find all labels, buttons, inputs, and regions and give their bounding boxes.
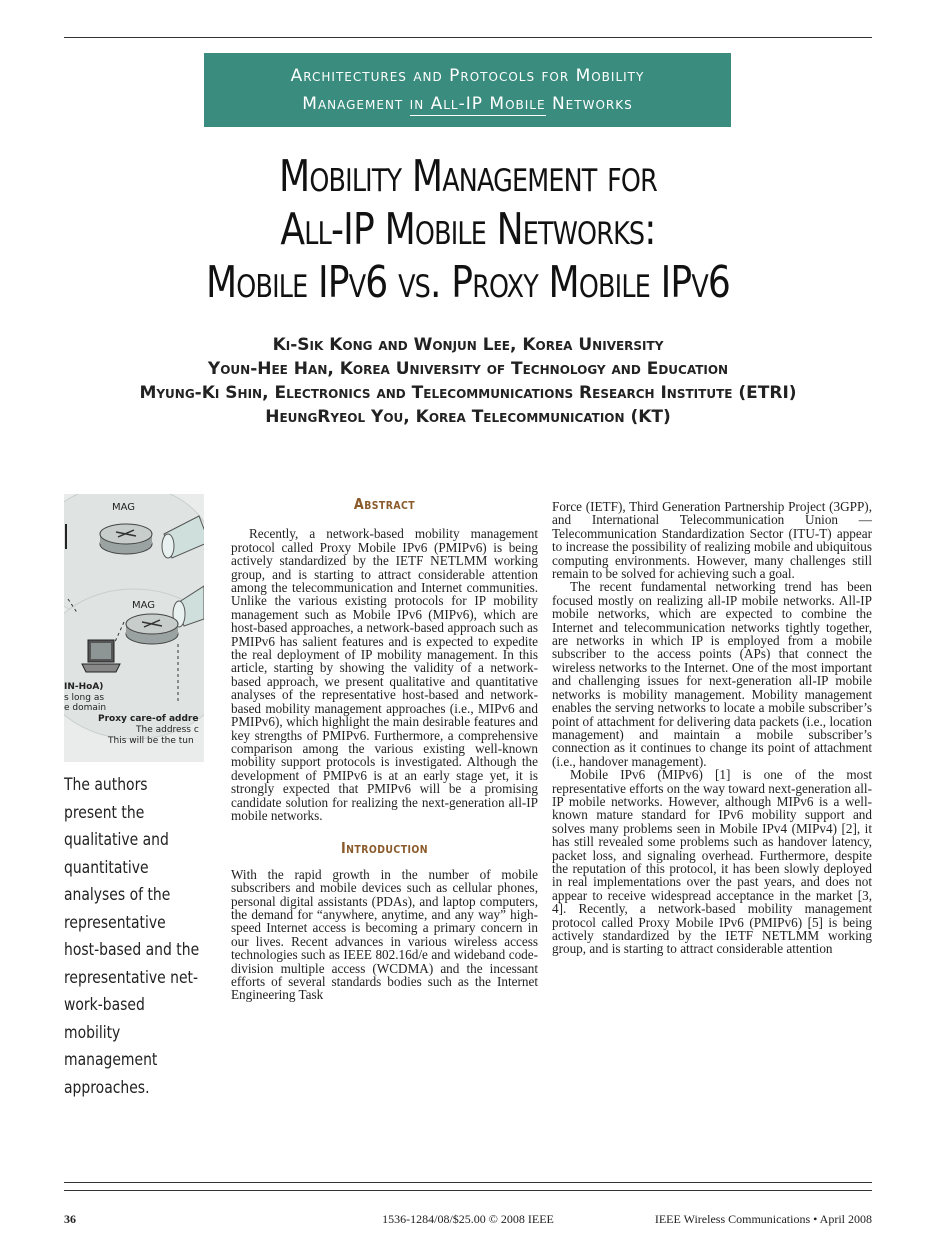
page-number: 36 xyxy=(64,1212,76,1226)
mag-label: MAG xyxy=(132,600,156,611)
router-icon xyxy=(126,614,178,644)
mag-label: MAG xyxy=(112,502,136,513)
banner-line-2-post: Networks xyxy=(545,94,633,114)
footer-rule xyxy=(64,1190,872,1191)
right-column xyxy=(552,500,872,956)
banner-line-2-pre: Management xyxy=(302,94,410,114)
author-line: Myung-Ki Shin, Electronics and Telecommunications Research Institute (ETRI) xyxy=(139,383,797,403)
title-line-3: Mobile IPv6 vs. Proxy Mobile IPv6 xyxy=(205,257,731,308)
figure-text: e domain xyxy=(64,703,107,713)
figure-text: This will be the tun xyxy=(108,736,194,746)
top-rule xyxy=(64,37,872,38)
title-line-1: Mobility Management for xyxy=(279,151,657,202)
introduction-paragraph: With the rapid growth in the number of mobile subscribers and mobile devices such as cellular phones, personal digital assistants (PDAs), and laptop computers, the demand for “anywhere, anytime, and any way” high-speed Internet access is becoming a primary concern in our lives. Recent advances in various wireless access technologies such as IEEE 802.16d/e and wideband code-division multiple access (WCDMA) and the incessant efforts of several standards bodies such as the Internet Engineering Task xyxy=(231,866,538,1003)
proxy-coa-label: Proxy care-of addre xyxy=(98,714,199,724)
author-line: Youn-Hee Han, Korea University of Technology and Education xyxy=(207,359,729,379)
laptop-icon xyxy=(82,640,120,672)
router-icon xyxy=(100,524,152,554)
hoa-label: IN-HoA) xyxy=(64,682,104,692)
introduction-heading: Introduction xyxy=(340,839,429,858)
article-title xyxy=(137,150,800,309)
abstract-text: Recently, a network-based mobility management protocol called Proxy Mobile IPv6 (PMIPv6) is being actively standardized by the IETF NETLMM working group, and is starting to attract considerable attention among the telecommunication and Internet communities. Unlike the various existing protocols for IP mobility management such as Mobile IPv6 (MIPv6), which are host-based approaches, a network-based approach such as PMIPv6 has salient features and is expected to expedite the real deployment of IP mobility management. In this article, starting by showing the validity of a network-based approach, we present qualitative and quantitative analyses of the representative host-based and network-based mobility management approaches (i.e., MIPv6 and PMIPv6), which highlight the main desirable features and key strengths of PMIPv6. Furthermore, a comprehensive comparison among the various existing well-known mobility support protocols is investigated. Although the development of PMIPv6 is at an early stage yet, it is strongly expected that PMIPv6 will be a promising candidate solution for realizing the next-generation all-IP mobile networks. xyxy=(231,526,538,823)
banner-line-2 xyxy=(204,90,731,118)
banner-line-2-underlined: in All-IP Mobile xyxy=(409,94,546,114)
body-paragraph: Force (IETF), Third Generation Partnership Project (3GPP), and International Telecommunication Union — Telecommunication Standardization Sector (ITU-T) appear to increase the possibility of realizing mobile and ubiquitous computing environments. However, many challenges still remain to be solved for achieving such a goal. xyxy=(552,499,872,582)
author-line: HeungRyeol You, Korea Telecommunication (KT) xyxy=(265,407,671,427)
body-paragraph: Mobile IPv6 (MIPv6) [1] is one of the most representative efforts on the way toward next-generation all-IP mobile networks. However, although MIPv6 is a well-known mature standard for IPv6 mobility support and solves many problems seen in Mobile IPv4 (MIPv4) [2], it has still revealed some problems such as handover latency, packet loss, and signaling overhead. Furthermore, despite the reputation of this protocol, it has been slowly deployed in real implementations over the past years, and does not appear to receive widespread acceptance in the market [3, 4]. Recently, a network-based mobility management protocol called Proxy Mobile IPv6 (PMIPv6) [5] is being actively standardized by the IETF NETLMM working group, and is starting to attract considerable attention xyxy=(552,767,872,957)
section-banner xyxy=(204,53,731,127)
journal-info: IEEE Wireless Communications • April 2008 xyxy=(654,1212,872,1226)
middle-column xyxy=(231,495,538,1003)
cropped-network-figure xyxy=(64,494,204,762)
figure-text: The address c xyxy=(136,725,199,735)
author-line: Ki-Sik Kong and Wonjun Lee, Korea University xyxy=(272,335,664,355)
body-paragraph: The recent fundamental networking trend has been focused mostly on realizing all-IP mobile networks. All-IP mobile networks, which are expected to combine the Internet and telecommunication networks tightly together, are networks in which IP is employed from a mobile subscriber to the access points (APs) that connect the wireless networks to the Internet. One of the most important and challenging issues for next-generation all-IP mobile networks is mobility management. Mobility management enables the serving networks to locate a mobile subscriber’s point of attachment for delivering data packets (i.e., location management) and maintain a mobile subscriber’s connection as it continues to change its point of attachment (i.e., handover management). xyxy=(552,579,872,769)
banner-line-1: Architectures and Protocols for Mobility xyxy=(290,66,645,86)
author-list xyxy=(64,333,872,429)
pull-quote: The authors present the qualitative and quantitative analyses of the representative host-based and the representative network-based mobility management approaches. xyxy=(64,775,200,1098)
footer-rule xyxy=(64,1182,872,1183)
abstract-heading: Abstract xyxy=(353,495,416,513)
title-line-2: All-IP Mobile Networks: xyxy=(280,204,656,255)
copyright-line: 1536-1284/08/$25.00 © 2008 IEEE xyxy=(382,1212,554,1226)
figure-text: s long as xyxy=(64,693,105,703)
